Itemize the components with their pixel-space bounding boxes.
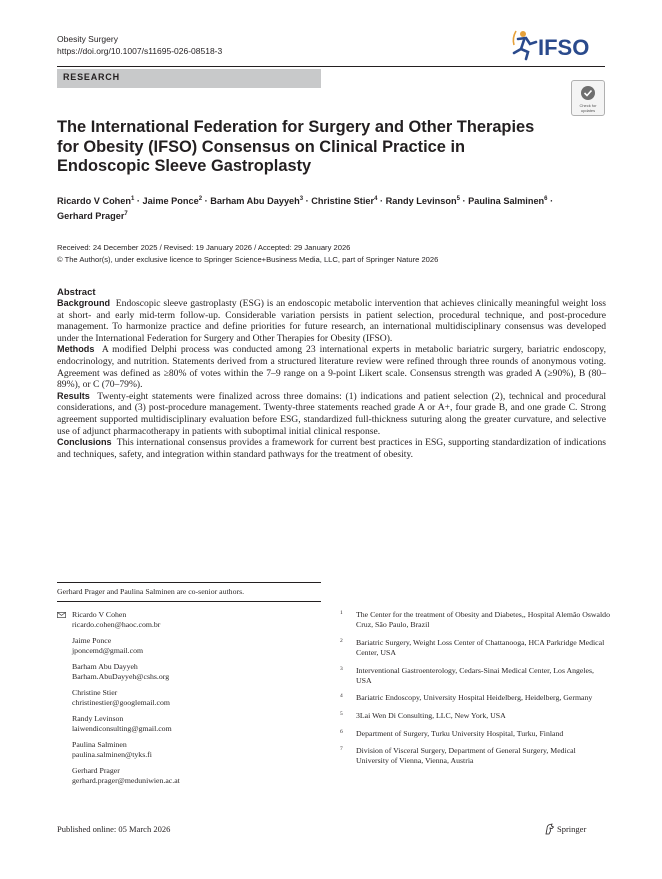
runner-icon xyxy=(513,31,536,59)
author: Randy Levinson xyxy=(385,196,457,207)
affiliation-text: The Center for the treatment of Obesity and Diabetes,, Hospital Alemão Oswaldo Cruz, São Paulo, Brazil xyxy=(356,610,610,630)
ifso-logo xyxy=(510,28,602,62)
author: Barham Abu Dayyeh xyxy=(210,196,300,207)
section-label: RESEARCH xyxy=(63,72,120,82)
affiliation-text: Bariatric Endoscopy, University Hospital Heidelberg, Heidelberg, Germany xyxy=(356,693,593,703)
check-for-updates-badge[interactable] xyxy=(571,80,605,116)
contact-email[interactable]: christinestier@googlemail.com xyxy=(72,698,170,708)
author: Christine Stier xyxy=(311,196,375,207)
contact-name: Jaime Ponce xyxy=(72,636,112,645)
affiliation-number: 2 xyxy=(340,637,343,644)
contact-email[interactable]: Barham.AbuDayyeh@cshs.org xyxy=(72,672,170,682)
check-updates-icon xyxy=(572,81,604,115)
contact-entry xyxy=(57,740,307,760)
contact-email[interactable]: gerhard.prager@meduniwien.ac.at xyxy=(72,776,180,786)
abstract-conclusions xyxy=(57,437,606,460)
contact-entry xyxy=(57,766,307,786)
svg-text:Check for: Check for xyxy=(579,103,597,108)
springer-horse-icon xyxy=(544,823,555,835)
author-affiliation: 6 xyxy=(544,196,548,202)
ifso-wordmark: IFSO xyxy=(538,35,590,60)
affiliation-number: 4 xyxy=(340,693,343,700)
affiliation-text: Bariatric Surgery, Weight Loss Center of Chattanooga, HCA Parkridge Medical Center, USA xyxy=(356,637,605,657)
author-affiliation: 1 xyxy=(131,196,135,202)
contact-name: Christine Stier xyxy=(72,688,118,697)
copyright-line: © The Author(s), under exclusive licence to Springer Science+Business Media, LLC, part of Springer Nature 2026 xyxy=(57,255,439,264)
affiliation-entry xyxy=(340,693,610,703)
abstract-text: Twenty-eight statements were finalized across three domains: (1) indications and patient selection (2), technical and procedural considerations, and (3) post-procedure management. Twenty-three statements reached grade A or A+, four grade B, and one grade C. Strong agreement supported multidisciplinary evaluation before ESG, standardized full-thickness suturing along the greater curvature, and selective use of adjunct pharmacotherapy in patients with suboptimal initial clinical response. xyxy=(57,390,606,437)
affiliation-text: 3Lai Wen Di Consulting, LLC, New York, USA xyxy=(356,710,506,720)
affiliation-entry xyxy=(340,711,610,721)
contact-name: Ricardo V Cohen xyxy=(72,610,127,619)
abstract-label: Conclusions xyxy=(57,437,112,448)
author-affiliation: 4 xyxy=(374,196,378,202)
contact-entry xyxy=(57,610,307,630)
contact-entry xyxy=(57,662,307,682)
contact-name: Gerhard Prager xyxy=(72,766,120,775)
author-affiliation: 2 xyxy=(198,196,203,202)
contact-entry xyxy=(57,714,307,734)
affiliation-number: 6 xyxy=(340,728,343,735)
abstract-label: Results xyxy=(57,390,90,401)
affiliation-text: Interventional Gastroenterology, Cedars-Sinai Medical Center, Los Angeles, USA xyxy=(356,665,595,685)
abstract-heading: Abstract xyxy=(57,287,96,298)
affiliation-text: Department of Surgery, Turku University Hospital, Turku, Finland xyxy=(356,728,564,738)
contact-entry xyxy=(57,688,307,708)
abstract-label: Background xyxy=(57,298,111,308)
author: Ricardo V Cohen xyxy=(57,196,132,207)
contact-email[interactable]: paulina.salminen@tyks.fi xyxy=(72,750,152,760)
affiliation-number: 7 xyxy=(340,746,343,753)
published-date: Published online: 05 March 2026 xyxy=(57,824,171,834)
header-rule xyxy=(57,66,605,67)
doi-link[interactable]: https://doi.org/10.1007/s11695-026-08518-3 xyxy=(57,46,223,56)
abstract-background xyxy=(57,298,606,344)
author-affiliation: 7 xyxy=(124,211,128,218)
envelope-icon xyxy=(57,612,66,618)
author-affiliation: 5 xyxy=(456,196,460,202)
article-dates: Received: 24 December 2025 / Revised: 19 January 2026 / Accepted: 29 January 2026 xyxy=(57,243,351,252)
affiliation-number: 1 xyxy=(340,610,343,616)
author-affiliation: 3 xyxy=(299,196,304,202)
abstract-methods xyxy=(57,344,606,390)
affiliation-number: 5 xyxy=(340,710,343,717)
contact-entry xyxy=(57,636,307,656)
contact-name: Randy Levinson xyxy=(72,714,124,723)
co-senior-note: Gerhard Prager and Paulina Salminen are co-senior authors. xyxy=(57,587,245,596)
author: Gerhard Prager xyxy=(57,211,125,222)
svg-text:updates: updates xyxy=(580,108,596,113)
footnote-rule xyxy=(57,601,321,602)
contact-list xyxy=(57,610,307,792)
abstract-body xyxy=(57,298,606,460)
affiliation-entry xyxy=(340,610,610,630)
article-title: The International Federation for Surgery and Other Therapies for Obesity (IFSO) Consensus on Clinical Practice in Endoscopic Sleeve Gastroplasty xyxy=(57,118,535,175)
contact-name: Barham Abu Dayyeh xyxy=(72,662,138,671)
abstract-label: Methods xyxy=(57,344,95,355)
affiliation-entry xyxy=(340,638,610,658)
contact-name: Paulina Salminen xyxy=(72,740,127,749)
abstract-text: Endoscopic sleeve gastroplasty (ESG) is an endoscopic metabolic intervention that achieves clinically meaningful weight loss at short- and early mid-term follow-up. Considerable variation persists in patient selection, procedural technique, and post-procedure management. To harmonize practice and define priorities for future research, an international multidisciplinary consensus was developed under the International Federation for Surgery and Other Therapies for Obesity (IFSO). xyxy=(57,298,606,344)
abstract-text: A modified Delphi process was conducted among 23 international experts in metabolic bariatric surgery, bariatric endoscopy, endocrinology, and nutrition. Statements derived from a structured literature review were refined through three rounds of anonymous voting. Agreement was defined as ≥80% of votes within the 7–9 range on a 9-point Likert scale. Consensus strength was graded A (≥90%), B (80–89%), or C (70–79%). xyxy=(57,344,606,391)
publisher-name: Springer xyxy=(557,824,587,834)
contact-email[interactable]: ricardo.cohen@haoc.com.br xyxy=(72,620,161,630)
affiliation-list xyxy=(340,610,610,774)
author: Jaime Ponce xyxy=(142,196,199,207)
journal-name: Obesity Surgery xyxy=(57,34,118,44)
abstract-results xyxy=(57,391,606,437)
author-list: Ricardo V Cohen$^1$ · Jaime Ponce$^2$ · Barham Abu Dayyeh$^3$ · Christine Stier$^4$ · Randy Levinson$^5$ · Paulina Salminen$^6$ · Gerhard Prager$^7$ xyxy=(57,196,554,222)
abstract-text: This international consensus provides a framework for current best practices in ESG, supporting standardization of indications and techniques, safety, and integration within standard pathways for the treatment of obesity. xyxy=(57,437,607,460)
footnote-rule xyxy=(57,582,321,583)
affiliation-entry xyxy=(340,729,610,739)
affiliation-entry xyxy=(340,746,610,766)
contact-email[interactable]: jponcemd@gmail.com xyxy=(72,646,144,656)
author: Paulina Salminen xyxy=(468,196,545,207)
affiliation-text: Division of Visceral Surgery, Department of General Surgery, Medical University of Vienna, Vienna, Austria xyxy=(356,746,576,766)
affiliation-entry xyxy=(340,666,610,686)
affiliation-number: 3 xyxy=(340,665,343,672)
contact-email[interactable]: laiwendiconsulting@gmail.com xyxy=(72,724,172,734)
